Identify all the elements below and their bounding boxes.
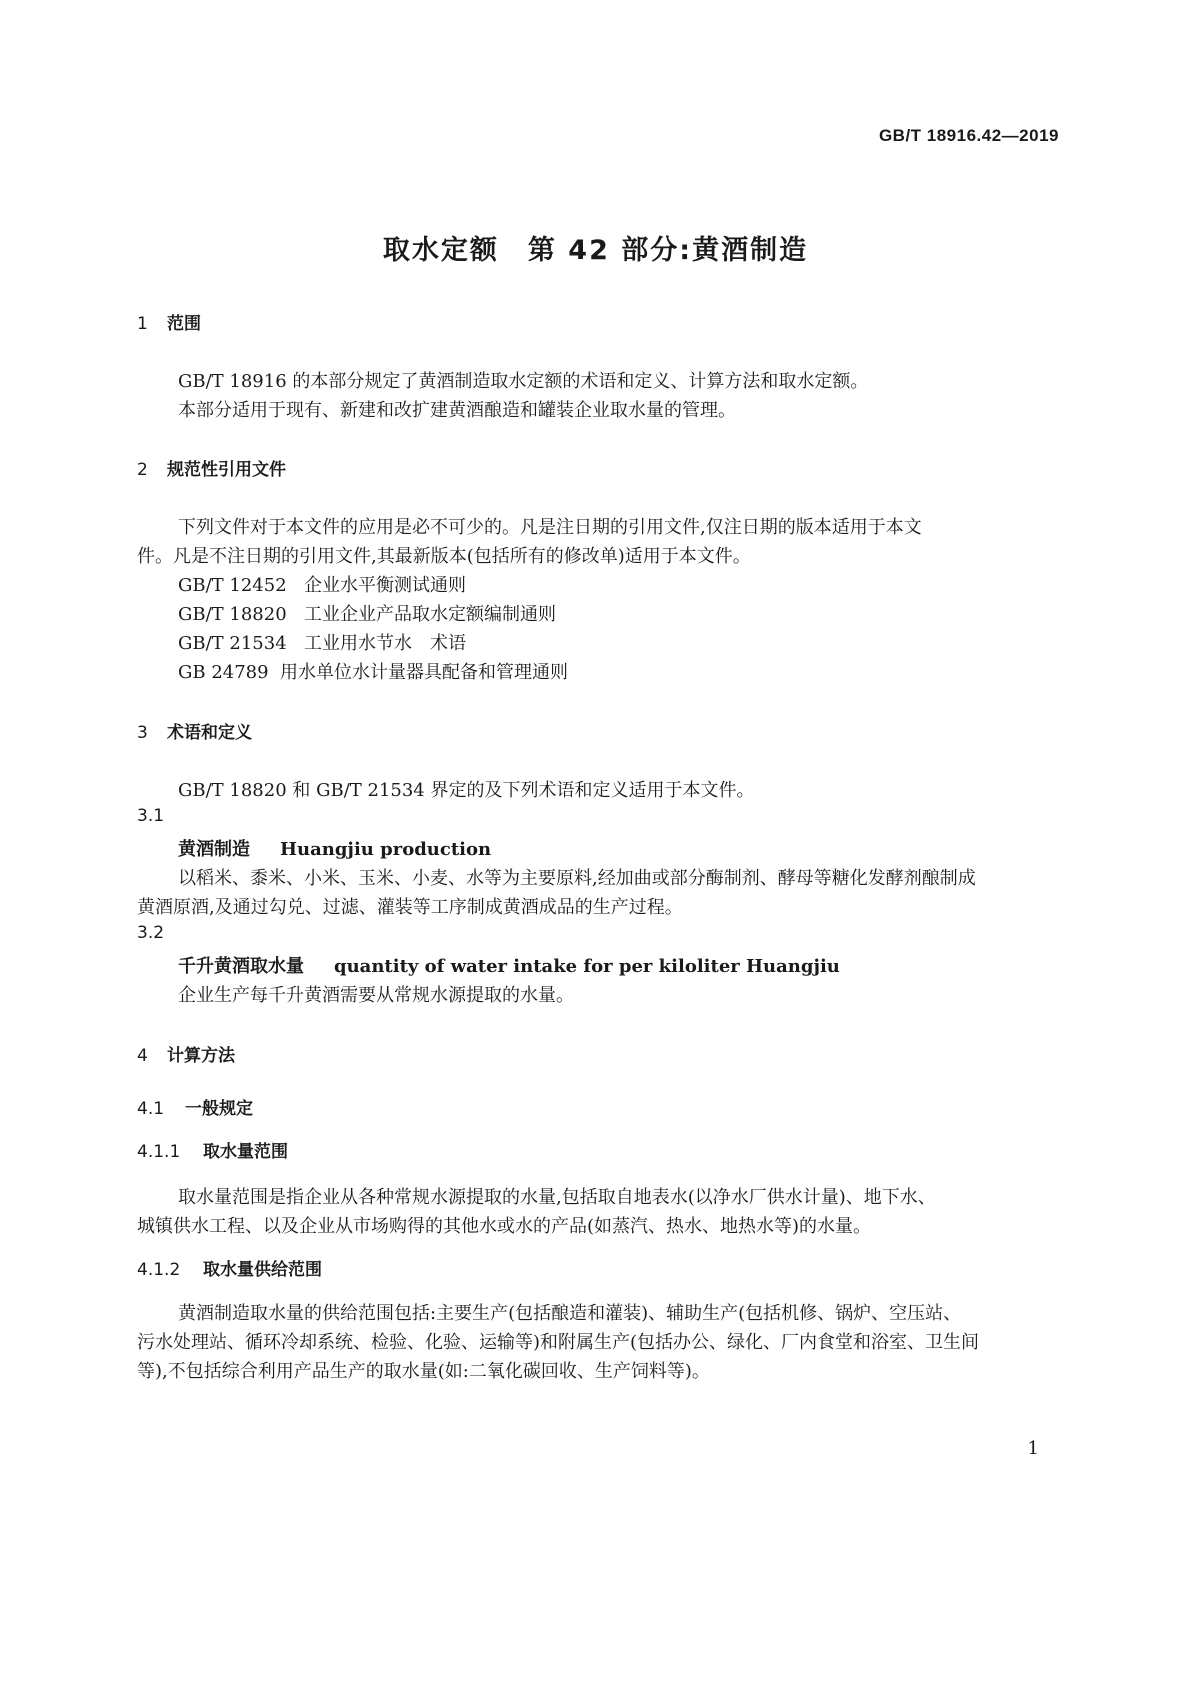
term-title xyxy=(178,952,840,978)
reference-item xyxy=(178,571,466,597)
reference-title: 企业水平衡测试通则 xyxy=(304,575,466,596)
subsection-4-1-2-heading xyxy=(137,1255,322,1280)
term-definition: 以稻米、黍米、小米、玉米、小麦、水等为主要原料,经加曲或部分酶制剂、酵母等糖化发酵剂酿制成 xyxy=(178,868,976,889)
reference-code: GB 24789 xyxy=(178,662,269,683)
paragraph: 黄酒制造取水量的供给范围包括:主要生产(包括酿造和灌装)、辅助生产(包括机修、锅炉、空压站、 xyxy=(178,1303,962,1324)
paragraph: 污水处理站、循环冷却系统、检验、化验、运输等)和附属生产(包括办公、绿化、厂内食堂和浴室、卫生间 xyxy=(137,1332,980,1353)
term-zh: 千升黄酒取水量 xyxy=(178,956,304,977)
term-number: 3.1 xyxy=(137,806,165,826)
section-number: 4.1 xyxy=(137,1099,165,1119)
section-title: 取水量范围 xyxy=(203,1142,288,1162)
term-definition: 企业生产每千升黄酒需要从常规水源提取的水量。 xyxy=(178,985,574,1006)
reference-title: 工业用水节水 术语 xyxy=(304,633,466,654)
document-title: 取水定额 第 42 部分:黄酒制造 xyxy=(382,235,809,266)
reference-code: GB/T 18820 xyxy=(178,604,287,625)
term-number: 3.2 xyxy=(137,923,165,943)
reference-item xyxy=(178,600,556,626)
paragraph: 件。凡是不注日期的引用文件,其最新版本(包括所有的修改单)适用于本文件。 xyxy=(137,546,751,567)
reference-code: GB/T 21534 xyxy=(178,633,287,654)
paragraph: GB/T 18820 和 GB/T 21534 界定的及下列术语和定义适用于本文件。 xyxy=(178,780,755,801)
section-number: 3 xyxy=(137,723,148,743)
paragraph: 等),不包括综合利用产品生产的取水量(如:二氧化碳回收、生产饲料等)。 xyxy=(137,1361,710,1382)
section-number: 1 xyxy=(137,314,148,334)
section-number: 2 xyxy=(137,460,148,480)
section-number: 4.1.1 xyxy=(137,1142,181,1162)
term-en: quantity of water intake for per kiloliter Huangjiu xyxy=(334,956,840,977)
section-4-heading xyxy=(137,1041,235,1066)
term-en: Huangjiu production xyxy=(280,839,492,860)
section-title: 规范性引用文件 xyxy=(167,460,286,480)
section-title: 计算方法 xyxy=(167,1046,235,1066)
paragraph: 取水量范围是指企业从各种常规水源提取的水量,包括取自地表水(以净水厂供水计量)、地下水、 xyxy=(178,1187,936,1208)
section-title: 一般规定 xyxy=(185,1099,253,1119)
section-title: 取水量供给范围 xyxy=(203,1260,322,1280)
section-2-heading xyxy=(137,455,286,480)
reference-title: 用水单位水计量器具配备和管理通则 xyxy=(280,662,568,683)
paragraph: GB/T 18916 的本部分规定了黄酒制造取水定额的术语和定义、计算方法和取水定额。 xyxy=(178,371,869,392)
section-1-heading xyxy=(137,309,201,334)
subsection-4-1-heading xyxy=(137,1094,253,1119)
section-3-heading xyxy=(137,718,252,743)
term-zh: 黄酒制造 xyxy=(178,839,250,860)
page-number: 1 xyxy=(1027,1438,1039,1459)
paragraph: 城镇供水工程、以及企业从市场购得的其他水或水的产品(如蒸汽、热水、地热水等)的水量。 xyxy=(137,1216,872,1237)
term-title xyxy=(178,835,491,861)
section-title: 术语和定义 xyxy=(167,723,252,743)
reference-code: GB/T 12452 xyxy=(178,575,287,596)
paragraph: 本部分适用于现有、新建和改扩建黄酒酿造和罐装企业取水量的管理。 xyxy=(178,400,736,421)
paragraph: 下列文件对于本文件的应用是必不可少的。凡是注日期的引用文件,仅注日期的版本适用于本文 xyxy=(178,517,922,538)
section-number: 4 xyxy=(137,1046,148,1066)
section-number: 4.1.2 xyxy=(137,1260,181,1280)
reference-item xyxy=(178,658,568,684)
subsection-4-1-1-heading xyxy=(137,1137,288,1162)
term-definition: 黄酒原酒,及通过勾兑、过滤、灌装等工序制成黄酒成品的生产过程。 xyxy=(137,897,683,918)
section-title: 范围 xyxy=(167,314,201,334)
reference-item xyxy=(178,629,466,655)
standard-number: GB/T 18916.42—2019 xyxy=(878,126,1059,145)
reference-title: 工业企业产品取水定额编制通则 xyxy=(304,604,556,625)
